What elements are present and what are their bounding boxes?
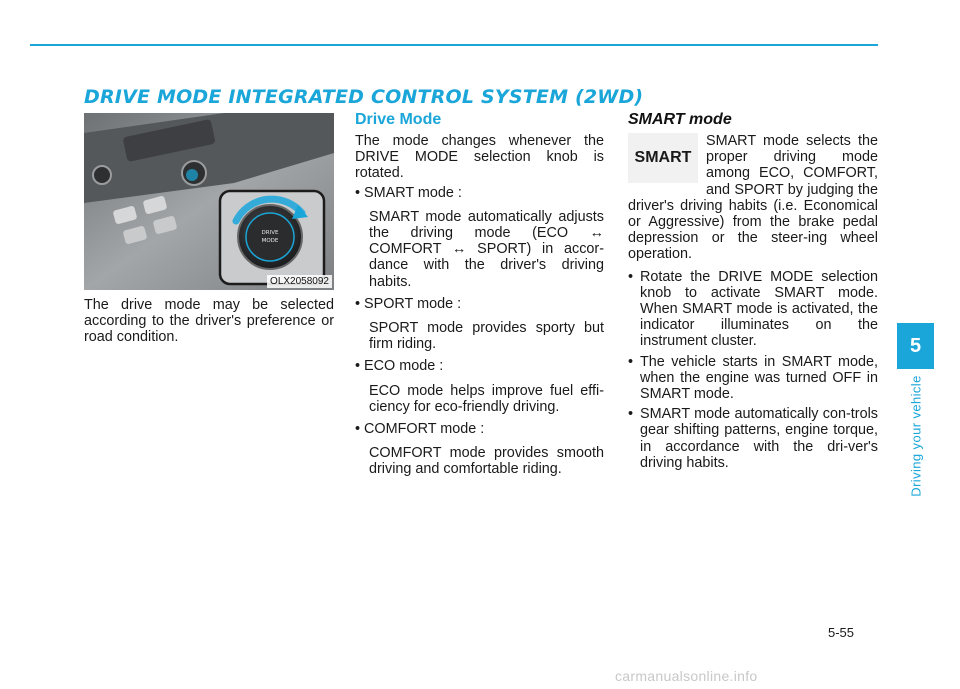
- section-title: DRIVE MODE INTEGRATED CONTROL SYSTEM (2WD): [84, 86, 644, 108]
- smart-mode-heading: SMART mode: [628, 111, 732, 128]
- list-item: [355, 296, 604, 353]
- list-item: • Rotate the DRIVE MODE selection knob to activate SMART mode. When SMART mode is activated, the indicator illuminates on the instrument cluster.: [628, 269, 878, 350]
- smart-bullet-list: [628, 269, 878, 471]
- mode-desc-comfort: COMFORT mode provides smooth driving and comfortable riding.: [369, 445, 604, 478]
- top-rule: [30, 44, 878, 46]
- list-item: [355, 358, 604, 415]
- console-illustration: [84, 113, 334, 290]
- mode-desc-sport: SPORT mode provides sporty but firm riding.: [369, 320, 604, 353]
- drive-mode-heading: Drive Mode: [355, 111, 442, 128]
- mode-desc-smart: SMART mode automatically adjusts the driving mode (ECO ↔ COMFORT ↔ SPORT) in accor-dance with the driver's driving habits.: [369, 208, 604, 290]
- mode-list: [355, 185, 604, 478]
- smart-mode-section: [628, 111, 878, 475]
- mode-label-comfort: • COMFORT mode :: [355, 421, 485, 438]
- list-item: • SMART mode automatically con-trols gear shifting patterns, engine torque, in accordance with the dri-ver's driving habits.: [628, 406, 878, 471]
- mode-label-smart: • SMART mode :: [355, 184, 462, 201]
- list-item: [355, 185, 604, 290]
- mode-label-sport: • SPORT mode :: [355, 295, 462, 312]
- chapter-number-tab: 5: [897, 323, 934, 369]
- knob-label-drive: DRIVE: [261, 230, 279, 236]
- drive-mode-intro: The mode changes whenever the DRIVE MODE selection knob is rotated.: [355, 133, 604, 182]
- figure-code: OLX2058092: [267, 275, 332, 288]
- list-item: • The vehicle starts in SMART mode, when the engine was turned OFF in SMART mode.: [628, 354, 878, 403]
- mode-desc-eco: ECO mode helps improve fuel effi-ciency for eco-friendly driving.: [369, 382, 604, 415]
- drive-mode-section: [355, 111, 604, 484]
- knob-label-mode: MODE: [261, 238, 279, 244]
- smart-indicator-icon: SMART: [628, 133, 698, 183]
- mode-label-eco: • ECO mode :: [355, 358, 444, 375]
- watermark: carmanualsonline.info: [615, 668, 758, 684]
- page-number: 5-55: [828, 625, 855, 640]
- smart-mode-intro: SMART mode selects the proper driving mode among ECO, COMFORT, and SPORT by judging the driver's driving habits (i.e. Economical or Aggressive) from the brake pedal depression or the steer-ing wheel operation.: [628, 133, 878, 263]
- intro-paragraph: The drive mode may be selected according to the driver's preference or road condition.: [84, 297, 334, 346]
- drive-mode-knob-photo: [84, 113, 334, 290]
- chapter-name: Driving your vehicle: [908, 375, 924, 497]
- list-item: [355, 421, 604, 478]
